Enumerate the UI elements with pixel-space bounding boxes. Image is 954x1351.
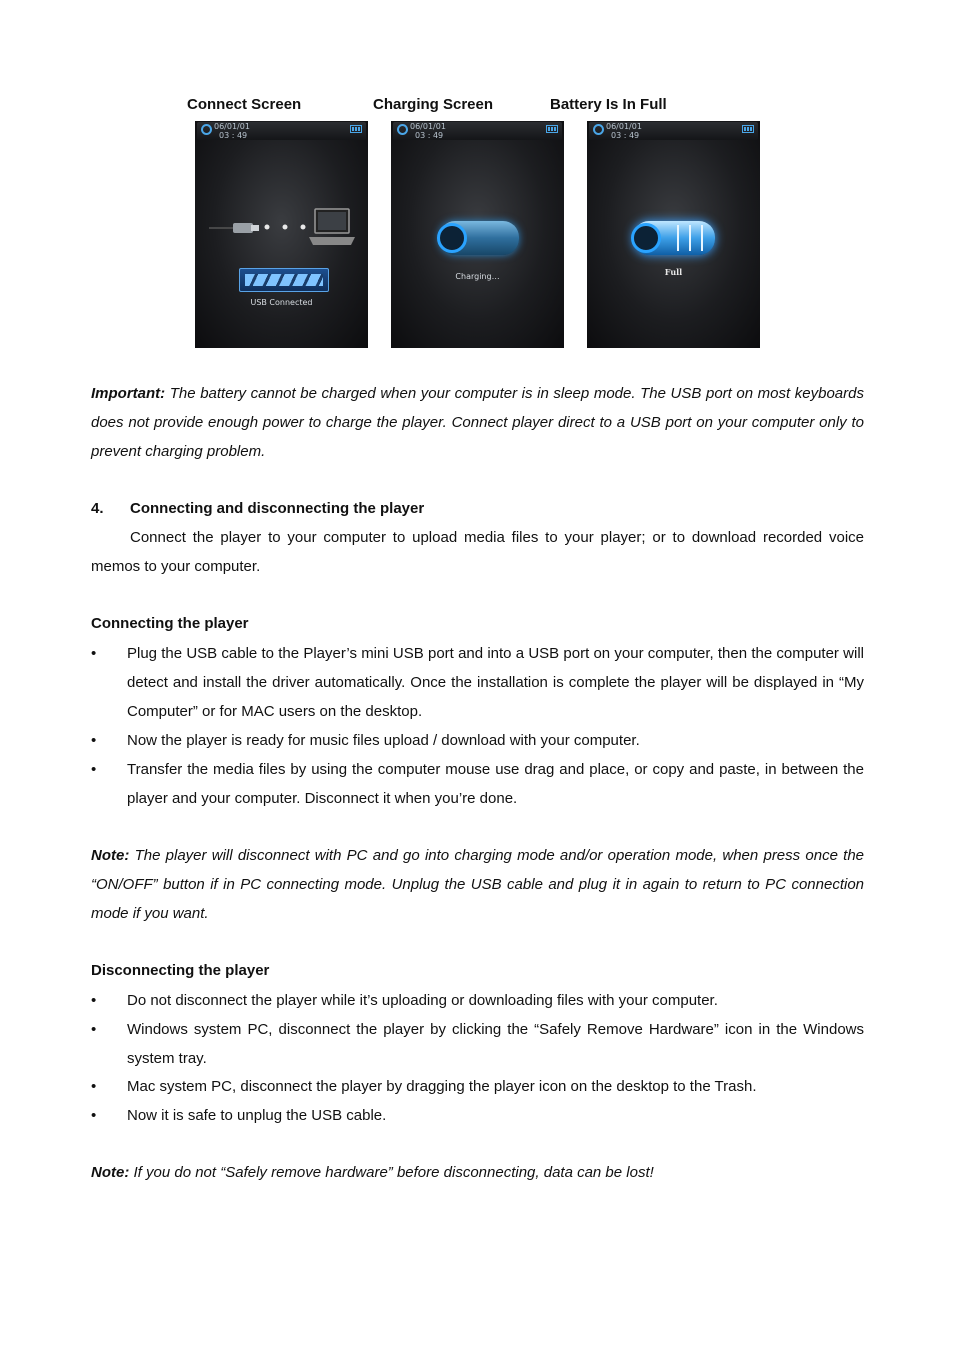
status-bar — [393, 122, 562, 140]
disconnecting-heading: Disconnecting the player — [91, 962, 270, 979]
bullet-marker: • — [91, 992, 97, 1009]
bullet-marker: • — [91, 1107, 97, 1124]
disconnecting-bullet-3: Mac system PC, disconnect the player by dragging the player icon on the desktop to the Trash. — [127, 1078, 757, 1095]
bullet-marker: • — [91, 1078, 97, 1095]
connect-screen-image — [195, 121, 368, 348]
disconnecting-bullet-1: Do not disconnect the player while it’s uploading or downloading files with your computer. — [127, 992, 718, 1009]
caption-connect-screen: Connect Screen — [187, 96, 302, 113]
connecting-bullet-3: Transfer the media files by using the computer mouse use drag and place, or copy and paste, in between the player and your computer. Disconnect it when you’re done. — [127, 761, 864, 807]
battery-charging-icon — [439, 221, 519, 255]
section-number: 4. — [91, 500, 104, 517]
section-title: Connecting and disconnecting the player — [130, 500, 425, 517]
charging-screen-image — [391, 121, 564, 348]
status-date: 06/01/01 — [214, 122, 250, 131]
note-paragraph-2 — [91, 1158, 864, 1187]
clock-icon — [397, 124, 408, 135]
status-date: 06/01/01 — [606, 122, 642, 131]
bullet-marker: • — [91, 732, 97, 749]
bullet-marker: • — [91, 761, 97, 778]
full-label: Full — [664, 267, 683, 277]
connecting-heading: Connecting the player — [91, 615, 249, 632]
status-time: 03 : 49 — [611, 131, 640, 140]
bullet-marker: • — [91, 1021, 97, 1038]
note-lead: Note: — [91, 847, 130, 864]
battery-full-screen-image — [587, 121, 760, 348]
section-intro: Connect the player to your computer to upload media files to your player; or to download recorded voice memos to your computer. — [91, 529, 864, 575]
usb-to-laptop-icon — [195, 121, 368, 348]
battery-icon — [546, 125, 558, 133]
usb-connected-label: USB Connected — [250, 298, 313, 307]
status-date: 06/01/01 — [410, 122, 446, 131]
note-paragraph-1 — [91, 841, 864, 928]
disconnecting-bullet-4: Now it is safe to unplug the USB cable. — [127, 1107, 387, 1124]
status-time: 03 : 49 — [219, 131, 248, 140]
note-text: The player will disconnect with PC and go into charging mode and/or operation mode, when press once the “ON/OFF” button if in PC connecting mode. Unplug the USB cable and plug it in again to return to PC connection mode if you want. — [91, 847, 865, 922]
note-lead: Note: — [91, 1164, 130, 1181]
connecting-bullet-2: Now the player is ready for music files upload / download with your computer. — [127, 732, 640, 749]
status-bar — [589, 122, 758, 140]
caption-battery-full: Battery Is In Full — [550, 96, 667, 113]
important-text: The battery cannot be charged when your computer is in sleep mode. The USB port on most keyboards does not provide enough power to charge the player. Connect player direct to a USB port on your computer only to prevent charging problem. — [91, 385, 864, 460]
status-time: 03 : 49 — [415, 131, 444, 140]
battery-icon — [742, 125, 754, 133]
bullet-marker: • — [91, 645, 97, 662]
important-lead: Important: — [91, 385, 166, 402]
important-paragraph — [91, 379, 864, 466]
note-text: If you do not “Safely remove hardware” before disconnecting, data can be lost! — [133, 1164, 654, 1181]
usb-progress-bar — [239, 268, 329, 292]
clock-icon — [593, 124, 604, 135]
battery-full-icon — [633, 221, 715, 255]
charging-label: Charging… — [455, 272, 500, 281]
disconnecting-bullet-2: Windows system PC, disconnect the player by clicking the “Safely Remove Hardware” icon in the Windows system tray. — [127, 1021, 864, 1067]
caption-charging-screen: Charging Screen — [373, 96, 494, 113]
connecting-bullet-1: Plug the USB cable to the Player’s mini USB port and into a USB port on your computer, then the computer will detect and install the driver automatically. Once the installation is complete the player will be displayed in “My Computer” or for MAC users on the desktop. — [127, 645, 864, 720]
